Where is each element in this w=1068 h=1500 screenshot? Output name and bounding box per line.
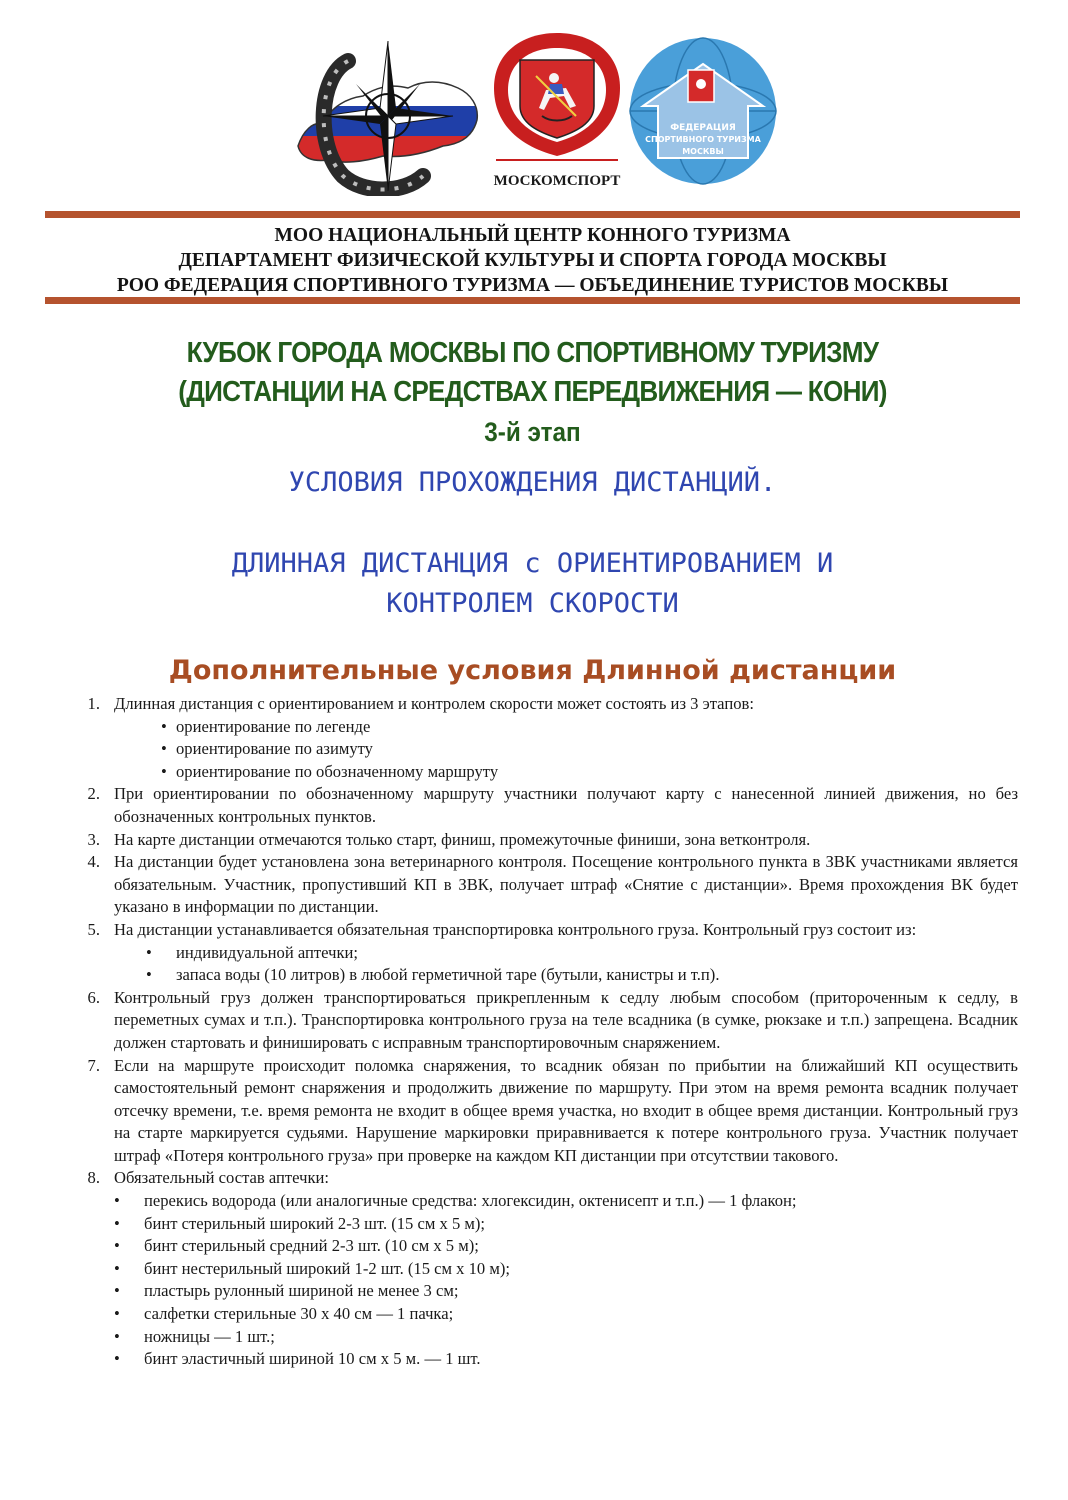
item-number: 8.	[87, 1168, 100, 1188]
item-text: Длинная дистанция с ориентированием и контролем скорости может состоять из 3 этапов:	[114, 694, 754, 713]
title-line-1: КУБОК ГОРОДА МОСКВЫ ПО СПОРТИВНОМУ ТУРИЗМУ	[186, 337, 879, 369]
stage-text: ориентирование по обозначенному маршруту	[176, 761, 499, 781]
cargo-text: индивидуальной аптечки;	[176, 942, 359, 962]
bullet-icon: •	[114, 1326, 120, 1346]
bullet-icon: •	[114, 1191, 120, 1211]
first-aid-item	[74, 1258, 1018, 1281]
distance-heading-line-2: КОНТРОЛЕМ СКОРОСТИ	[386, 588, 679, 619]
item-number: 7.	[87, 1055, 100, 1075]
cargo-list-item	[74, 942, 1018, 965]
bullet-icon: •	[146, 942, 152, 962]
stage-list-item	[74, 716, 1018, 739]
first-aid-item	[74, 1348, 1018, 1371]
bullet-icon: •	[114, 1349, 120, 1369]
stage-list-item	[74, 761, 1018, 784]
first-aid-text: перекись водорода (или аналогичные средства: хлогексидин, октенисепт и т.п.) — 1 флакон;	[144, 1191, 797, 1211]
first-aid-item	[74, 1326, 1018, 1349]
section-heading: Дополнительные условия Длинной дистанции	[168, 655, 897, 686]
item-text: Обязательный состав аптечки:	[114, 1168, 330, 1188]
item-number: 6.	[87, 987, 100, 1007]
title-line-2: (ДИСТАНЦИИ НА СРЕДСТВАХ ПЕРЕДВИЖЕНИЯ — КОНИ)	[178, 376, 887, 408]
stage-list-item	[74, 738, 1018, 761]
organizations	[45, 223, 1020, 298]
item-text: Контрольный груз должен транспортироваться прикрепленным к седлу любым способом (притороченным к седлу, в переметных сумах и т.п.). Транспортировка контрольного груза на теле всадника (в сумке, рюкзаке и т.п.) запрещена. Всадник должен стартовать и финишировать с исправным транспортировочным снаряжением.	[114, 987, 1018, 1052]
bullet-icon: •	[114, 1304, 120, 1324]
bullet-icon: •	[114, 1258, 120, 1278]
first-aid-text: бинт стерильный широкий 2-3 шт. (15 см х 5 м);	[144, 1213, 486, 1233]
bullet-icon: •	[161, 761, 167, 781]
first-aid-text: ножницы — 1 шт.;	[144, 1326, 275, 1346]
first-aid-item	[74, 1280, 1018, 1303]
first-aid-item	[74, 1190, 1018, 1213]
tourism-federation-logo	[628, 36, 778, 186]
item-number: 4.	[87, 852, 100, 872]
cargo-list-item	[74, 964, 1018, 987]
item-text: При ориентировании по обозначенному маршруту участники получают карту с нанесенной линией движения, но без обозначенных контрольных пунктов.	[114, 784, 1018, 826]
organization-line: МОО НАЦИОНАЛЬНЫЙ ЦЕНТР КОННОГО ТУРИЗМА	[274, 225, 791, 246]
list-item	[74, 1055, 1018, 1168]
bullet-icon: •	[146, 965, 152, 985]
first-aid-item	[74, 1303, 1018, 1326]
header-rule-bottom	[45, 297, 1020, 304]
stage-label: 3-й этап	[484, 417, 581, 447]
bullet-icon: •	[161, 716, 167, 736]
distance-heading	[45, 544, 1020, 624]
bullet-icon: •	[114, 1213, 120, 1233]
list-item	[74, 783, 1018, 828]
moskomsport-emblem	[484, 28, 630, 194]
item-number: 3.	[87, 829, 100, 849]
bullet-icon: •	[114, 1281, 120, 1301]
list-item	[74, 1167, 1018, 1190]
list-item	[74, 919, 1018, 942]
bullet-icon: •	[161, 739, 167, 759]
organization-line: ДЕПАРТАМЕНТ ФИЗИЧЕСКОЙ КУЛЬТУРЫ И СПОРТА ГОРОДА МОСКВЫ	[178, 250, 887, 271]
first-aid-text: салфетки стерильные 30 х 40 см — 1 пачка;	[144, 1304, 454, 1324]
first-aid-text: пластырь рулонный шириной не менее 3 см;	[144, 1281, 459, 1301]
federation-caption-line-3: МОСКВЫ	[682, 147, 724, 156]
conditions-heading: УСЛОВИЯ ПРОХОЖДЕНИЯ ДИСТАНЦИЙ.	[288, 467, 777, 498]
stage-text: ориентирование по азимуту	[176, 739, 373, 759]
first-aid-text: бинт нестерильный широкий 1-2 шт. (15 см х 10 м);	[144, 1258, 511, 1278]
item-text: На дистанции будет установлена зона ветеринарного контроля. Посещение контрольного пункта в ЗВК участниками является обязательным. Участник, пропустивший КП в ЗВК, получает штраф «Снятие с дистанции». Время прохождения ВК будет указано в информации по дистанции.	[114, 852, 1018, 917]
item-text: На дистанции устанавливается обязательная транспортировка контрольного груза. Контрольный груз состоит из:	[114, 919, 917, 939]
cargo-text: запаса воды (10 литров) в любой герметичной таре (бутыли, канистры и т.п).	[176, 965, 720, 985]
conditions-list	[74, 693, 1018, 1371]
first-aid-text: бинт эластичный шириной 10 см х 5 м. — 1 шт.	[144, 1349, 481, 1369]
list-item	[74, 987, 1018, 1055]
organization-line: РОО ФЕДЕРАЦИЯ СПОРТИВНОГО ТУРИЗМА — ОБЪЕДИНЕНИЕ ТУРИСТОВ МОСКВЫ	[116, 275, 949, 296]
horse-tourism-center-logo	[293, 36, 483, 196]
list-item	[74, 829, 1018, 852]
federation-caption-line-2: СПОРТИВНОГО ТУРИЗМА	[645, 135, 761, 144]
moskomsport-caption: МОСКОМСПОРТ	[493, 173, 621, 189]
list-item	[74, 851, 1018, 919]
logo-header	[0, 28, 1068, 198]
federation-caption-line-1: ФЕДЕРАЦИЯ	[670, 123, 736, 133]
first-aid-text: бинт стерильный средний 2-3 шт. (10 см х 5 м);	[144, 1236, 479, 1256]
list-item	[74, 693, 1018, 716]
bullet-icon: •	[114, 1236, 120, 1256]
item-number: 1.	[87, 694, 100, 713]
distance-heading-line-1: ДЛИННАЯ ДИСТАНЦИЯ с ОРИЕНТИРОВАНИЕМ И	[231, 548, 834, 579]
stage-text: ориентирование по легенде	[176, 716, 371, 736]
item-number: 5.	[87, 919, 100, 939]
item-text: На карте дистанции отмечаются только старт, финиш, промежуточные финиши, зона ветконтроля.	[114, 829, 811, 849]
item-text: Если на маршруте происходит поломка снаряжения, то всадник обязан по прибытии на ближайший КП осуществить самостоятельный ремонт снаряжения и продолжить движение по маршруту. При этом на время ремонта всадник получает отсечку времени, т.е. время ремонта не входит в общее время участка, но входит в общее время дистанции. Контрольный груз на старте маркируется судьями. Нарушение маркировки приравнивается к потере контрольного груза. Участник получает штраф «Потеря контрольного груза» при проверке на каждом КП дистанции при отсутствии такового.	[114, 1055, 1018, 1165]
first-aid-item	[74, 1235, 1018, 1258]
header-rule-top	[45, 211, 1020, 218]
first-aid-item	[74, 1213, 1018, 1236]
item-number: 2.	[87, 784, 100, 804]
document-title	[45, 334, 1020, 452]
